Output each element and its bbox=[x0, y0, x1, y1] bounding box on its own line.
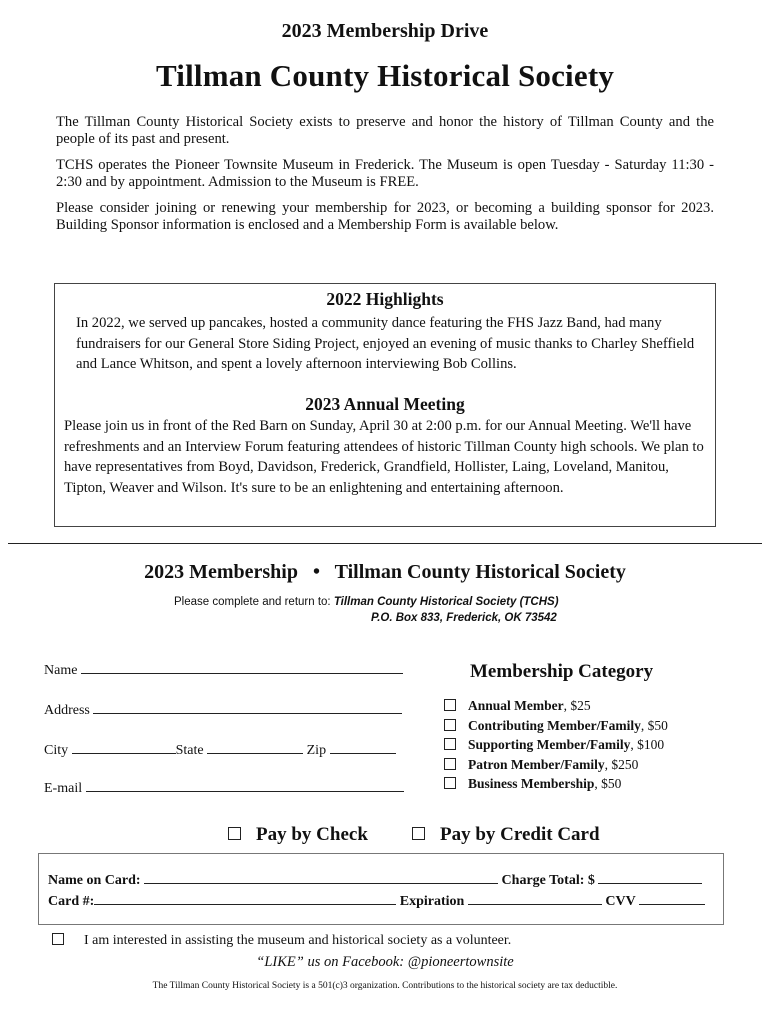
category-option[interactable] bbox=[444, 696, 668, 716]
category-option[interactable] bbox=[444, 774, 668, 794]
checkbox-icon[interactable] bbox=[444, 699, 456, 711]
category-name: Supporting Member/Family bbox=[468, 737, 631, 752]
checkbox-icon[interactable] bbox=[52, 933, 64, 945]
return-label: Please complete and return to: bbox=[174, 596, 331, 608]
highlights-heading: 2022 Highlights bbox=[326, 289, 444, 309]
name-row bbox=[44, 660, 403, 679]
card-number-input-line[interactable] bbox=[94, 891, 396, 905]
return-name: Tillman County Historical Society (TCHS) bbox=[333, 596, 559, 608]
card-number-label: Card #: bbox=[48, 894, 95, 909]
checkbox-icon[interactable] bbox=[444, 758, 456, 770]
membership-category-list bbox=[444, 696, 668, 794]
category-name: Business Membership bbox=[468, 776, 595, 791]
expiration-label: Expiration bbox=[399, 894, 465, 909]
volunteer-label: I am interested in assisting the museum and historical society as a volunteer. bbox=[84, 933, 512, 948]
category-name: Contributing Member/Family bbox=[468, 717, 641, 733]
category-option[interactable] bbox=[444, 716, 668, 736]
intro-paragraph-1: The Tillman County Historical Society exists to preserve and honor the history of Tillman County and the people of its past and present. bbox=[56, 114, 714, 147]
membership-form-title: 2023 Membership • Tillman County Historical Society bbox=[144, 561, 626, 583]
state-label: State bbox=[175, 743, 204, 758]
card-name-input-line[interactable] bbox=[144, 870, 498, 884]
email-label: E-mail bbox=[44, 781, 83, 796]
drive-heading: 2023 Membership Drive bbox=[281, 20, 489, 42]
name-label: Name bbox=[44, 663, 78, 678]
card-number-row bbox=[48, 891, 705, 910]
section-divider bbox=[8, 543, 762, 544]
footer-note: The Tillman County Historical Society is a 501(c)3 organization. Contributions to the historical society are tax deductible. bbox=[152, 981, 618, 991]
volunteer-option[interactable] bbox=[52, 933, 511, 949]
checkbox-icon[interactable] bbox=[444, 777, 456, 789]
address-row bbox=[44, 700, 402, 719]
intro-paragraph-2: TCHS operates the Pioneer Townsite Museum in Frederick. The Museum is open Tuesday - Saturday 11:30 - 2:30 and by appointment. Admission to the Museum is FREE. bbox=[56, 157, 714, 190]
pay-by-check-option[interactable] bbox=[228, 824, 368, 846]
city-row bbox=[44, 740, 396, 759]
category-name: Patron Member/Family bbox=[468, 756, 605, 772]
pay-card-label: Pay by Credit Card bbox=[440, 824, 600, 845]
email-row bbox=[44, 778, 404, 797]
card-name-row bbox=[48, 870, 702, 889]
credit-card-box bbox=[38, 853, 724, 925]
category-name: Annual Member bbox=[468, 698, 564, 713]
meeting-text: Please join us in front of the Red Barn on Sunday, April 30 at 2:00 p.m. for our Annual Meeting. We'll have refreshments and an Interview Forum featuring attendees of historic Tillman County high schools. We plan to have representatives from Boyd, Davidson, Frederick, Grandfield, Hollister, Laing, Loveland, Manitou, Tipton, Weaver and Wilson. It's sure to be an enlightening and entertaining afternoon. bbox=[64, 418, 704, 496]
email-input-line[interactable] bbox=[86, 778, 404, 792]
charge-total-input-line[interactable] bbox=[598, 870, 702, 884]
expiration-input-line[interactable] bbox=[468, 891, 602, 905]
card-name-label: Name on Card: bbox=[48, 873, 141, 888]
category-option[interactable] bbox=[444, 755, 668, 775]
return-instructions bbox=[174, 596, 559, 608]
meeting-heading: 2023 Annual Meeting bbox=[305, 394, 465, 414]
news-box bbox=[54, 283, 716, 527]
charge-total-label: Charge Total: $ bbox=[501, 873, 595, 888]
zip-input-line[interactable] bbox=[330, 740, 396, 754]
pay-by-card-option[interactable] bbox=[412, 824, 600, 846]
checkbox-icon[interactable] bbox=[228, 827, 241, 840]
checkbox-icon[interactable] bbox=[412, 827, 425, 840]
checkbox-icon[interactable] bbox=[444, 738, 456, 750]
city-label: City bbox=[44, 743, 69, 758]
membership-category-heading: Membership Category bbox=[470, 661, 654, 682]
category-price: , $50 bbox=[640, 717, 668, 733]
pay-check-label: Pay by Check bbox=[256, 824, 368, 845]
category-price: , $50 bbox=[594, 776, 622, 791]
highlights-text: In 2022, we served up pancakes, hosted a community dance featuring the FHS Jazz Band, had many fundraisers for our General Store Siding Project, enjoyed an evening of music thanks to Charley Sheffield and Lance Whitson, and spent a lovely afternoon interviewing Bob Collins. bbox=[76, 315, 695, 372]
page-title: Tillman County Historical Society bbox=[155, 58, 615, 93]
return-address: P.O. Box 833, Frederick, OK 73542 bbox=[371, 612, 557, 624]
facebook-note: “LIKE” us on Facebook: @pioneertownsite bbox=[256, 954, 514, 970]
address-label: Address bbox=[44, 703, 90, 718]
state-input-line[interactable] bbox=[207, 740, 303, 754]
address-input-line[interactable] bbox=[93, 700, 402, 714]
cvv-input-line[interactable] bbox=[639, 891, 705, 905]
city-input-line[interactable] bbox=[72, 740, 176, 754]
category-option[interactable] bbox=[444, 735, 668, 755]
zip-label: Zip bbox=[306, 743, 327, 758]
category-price: , $250 bbox=[604, 756, 639, 772]
category-price: , $25 bbox=[563, 698, 591, 713]
intro-section bbox=[56, 114, 714, 243]
name-input-line[interactable] bbox=[81, 660, 403, 674]
category-price: , $100 bbox=[630, 737, 665, 752]
checkbox-icon[interactable] bbox=[444, 719, 456, 731]
intro-paragraph-3: Please consider joining or renewing your membership for 2023, or becoming a building sponsor for 2023. Building Sponsor information is enclosed and a Membership Form is available below. bbox=[56, 200, 714, 233]
cvv-label: CVV bbox=[605, 894, 636, 909]
